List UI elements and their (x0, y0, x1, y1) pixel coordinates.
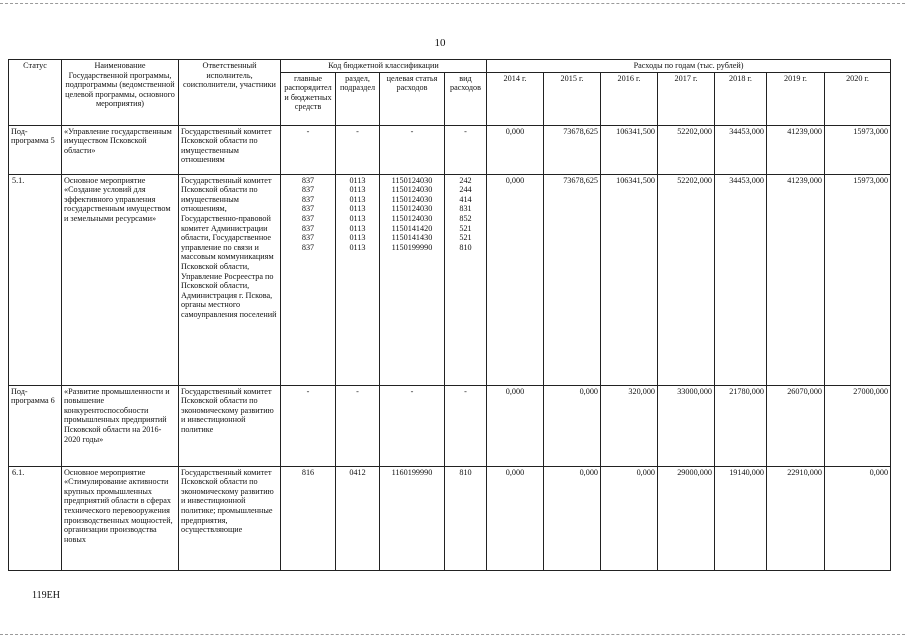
row-year-2018: 21780,000 (715, 385, 767, 466)
row-year-2014: 0,000 (487, 174, 544, 385)
table-row (9, 385, 891, 466)
row-section: - (336, 125, 380, 174)
row-name: «Управление государственным имуществом Псковской области» (62, 125, 179, 174)
target-value: 1150141430 (391, 233, 433, 243)
type-value: 244 (459, 185, 472, 195)
type-value: 521 (459, 233, 472, 243)
header-year-2019: 2019 г. (767, 72, 825, 125)
section-value: 0113 (349, 213, 366, 223)
table-row (9, 125, 891, 174)
row-grbs: 816 (281, 466, 336, 570)
header-section: раздел, подраздел (336, 72, 380, 125)
row-year-2017: 52202,000 (658, 125, 715, 174)
row-type: 810 (445, 466, 487, 570)
type-value: 242 (459, 175, 472, 185)
row-year-2018: 34453,000 (715, 174, 767, 385)
row-target-list (380, 174, 445, 385)
footer-code: 119ЕН (32, 590, 60, 601)
row-grbs: - (281, 125, 336, 174)
row-year-2019: 41239,000 (767, 174, 825, 385)
target-value: 1150124030 (391, 194, 433, 204)
row-grbs-list (281, 174, 336, 385)
scan-edge-bottom (0, 634, 905, 635)
row-executor: Государственный комитет Псковской области по имущественным отношениям, Государственно-правовой комитет Администрации области, Государственное управление по связи и массовым коммуникациям Псковской области, Управление Росреестра по Псковской области, Администрация г. Пскова, органы местного самоуправления поселений (179, 174, 281, 385)
row-grbs: - (281, 385, 336, 466)
target-value: 1150124030 (391, 213, 433, 223)
row-year-2016: 106341,500 (601, 125, 658, 174)
grbs-value: 837 (301, 175, 315, 185)
header-type: вид расходов (445, 72, 487, 125)
row-target: - (380, 125, 445, 174)
row-target: - (380, 385, 445, 466)
budget-table (8, 59, 891, 571)
target-value: 1150124030 (391, 185, 433, 195)
scan-edge-top (0, 3, 905, 4)
grbs-value: 837 (301, 194, 315, 204)
table-row (9, 174, 891, 385)
row-target: 1160199990 (380, 466, 445, 570)
header-year-2020: 2020 г. (825, 72, 891, 125)
row-year-2018: 34453,000 (715, 125, 767, 174)
header-row-1 (9, 60, 891, 73)
header-status: Статус (9, 60, 62, 126)
row-status: Под-программа 6 (9, 385, 62, 466)
row-year-2015: 0,000 (544, 466, 601, 570)
row-year-2017: 33000,000 (658, 385, 715, 466)
target-value: 1150124030 (391, 175, 433, 185)
row-section: 0412 (336, 466, 380, 570)
grbs-value: 837 (301, 223, 315, 233)
type-value: 852 (459, 213, 472, 223)
target-value: 1150124030 (391, 204, 433, 214)
target-value: 1150141420 (391, 223, 433, 233)
header-year-2016: 2016 г. (601, 72, 658, 125)
section-value: 0113 (349, 223, 366, 233)
row-year-2020: 27000,000 (825, 385, 891, 466)
row-year-2019: 22910,000 (767, 466, 825, 570)
section-value: 0113 (349, 204, 366, 214)
section-value: 0113 (349, 233, 366, 243)
header-executor: Ответственный исполнитель, соисполнители, участники (179, 60, 281, 126)
header-year-2018: 2018 г. (715, 72, 767, 125)
type-value: 521 (459, 223, 472, 233)
row-type-list (445, 174, 487, 385)
row-executor: Государственный комитет Псковской области по экономическому развитию и инвестиционной политике; промышленные предприятия, осуществляющие (179, 466, 281, 570)
row-year-2019: 26070,000 (767, 385, 825, 466)
grbs-value: 837 (301, 242, 315, 252)
row-year-2015: 73678,625 (544, 174, 601, 385)
row-section: - (336, 385, 380, 466)
row-year-2019: 41239,000 (767, 125, 825, 174)
row-year-2014: 0,000 (487, 466, 544, 570)
grbs-value: 837 (301, 233, 315, 243)
target-value: 1150199990 (391, 242, 433, 252)
header-name: Наименование Государственной программы, подпрограммы (ведомственной целевой программы, основного мероприятия) (62, 60, 179, 126)
row-year-2016: 106341,500 (601, 174, 658, 385)
row-year-2015: 73678,625 (544, 125, 601, 174)
header-year-2014: 2014 г. (487, 72, 544, 125)
section-value: 0113 (349, 175, 366, 185)
section-value: 0113 (349, 185, 366, 195)
grbs-value: 837 (301, 204, 315, 214)
row-name: Основное мероприятие «Создание условий для эффективного управления государственным имуществом и земельными ресурсами» (62, 174, 179, 385)
row-year-2015: 0,000 (544, 385, 601, 466)
row-executor: Государственный комитет Псковской области по экономическому развитию и инвестиционной политике (179, 385, 281, 466)
row-year-2014: 0,000 (487, 385, 544, 466)
type-value: 414 (459, 194, 472, 204)
header-grbs: главные распорядители бюджетных средств (281, 72, 336, 125)
row-year-2018: 19140,000 (715, 466, 767, 570)
row-year-2017: 52202,000 (658, 174, 715, 385)
header-year-2015: 2015 г. (544, 72, 601, 125)
row-status: Под-программа 5 (9, 125, 62, 174)
row-year-2020: 0,000 (825, 466, 891, 570)
row-year-2020: 15973,000 (825, 174, 891, 385)
row-executor: Государственный комитет Псковской области по имущественным отношениям (179, 125, 281, 174)
type-value: 831 (459, 204, 472, 214)
row-year-2020: 15973,000 (825, 125, 891, 174)
row-status: 6.1. (9, 466, 62, 570)
row-section-list (336, 174, 380, 385)
header-budget-code: Код бюджетной классификации (281, 60, 487, 73)
type-value: 810 (459, 242, 472, 252)
header-expenses: Расходы по годам (тыс. рублей) (487, 60, 891, 73)
section-value: 0113 (349, 194, 366, 204)
header-year-2017: 2017 г. (658, 72, 715, 125)
section-value: 0113 (349, 242, 366, 252)
row-type: - (445, 385, 487, 466)
row-name: «Развитие промышленности и повышение конкурентоспособности промышленных предприятий Псковской области на 2016-2020 годы» (62, 385, 179, 466)
row-name: Основное мероприятие «Стимулирование активности крупных промышленных предприятий области в сферах технического перевооружения производственных мощностей, организации производства новых (62, 466, 179, 570)
header-target: целевая статья расходов (380, 72, 445, 125)
row-year-2017: 29000,000 (658, 466, 715, 570)
row-year-2016: 320,000 (601, 385, 658, 466)
row-year-2014: 0,000 (487, 125, 544, 174)
table-row (9, 466, 891, 570)
grbs-value: 837 (301, 213, 315, 223)
grbs-value: 837 (301, 185, 315, 195)
page-number: 10 (434, 37, 446, 49)
row-type: - (445, 125, 487, 174)
row-year-2016: 0,000 (601, 466, 658, 570)
row-status: 5.1. (9, 174, 62, 385)
